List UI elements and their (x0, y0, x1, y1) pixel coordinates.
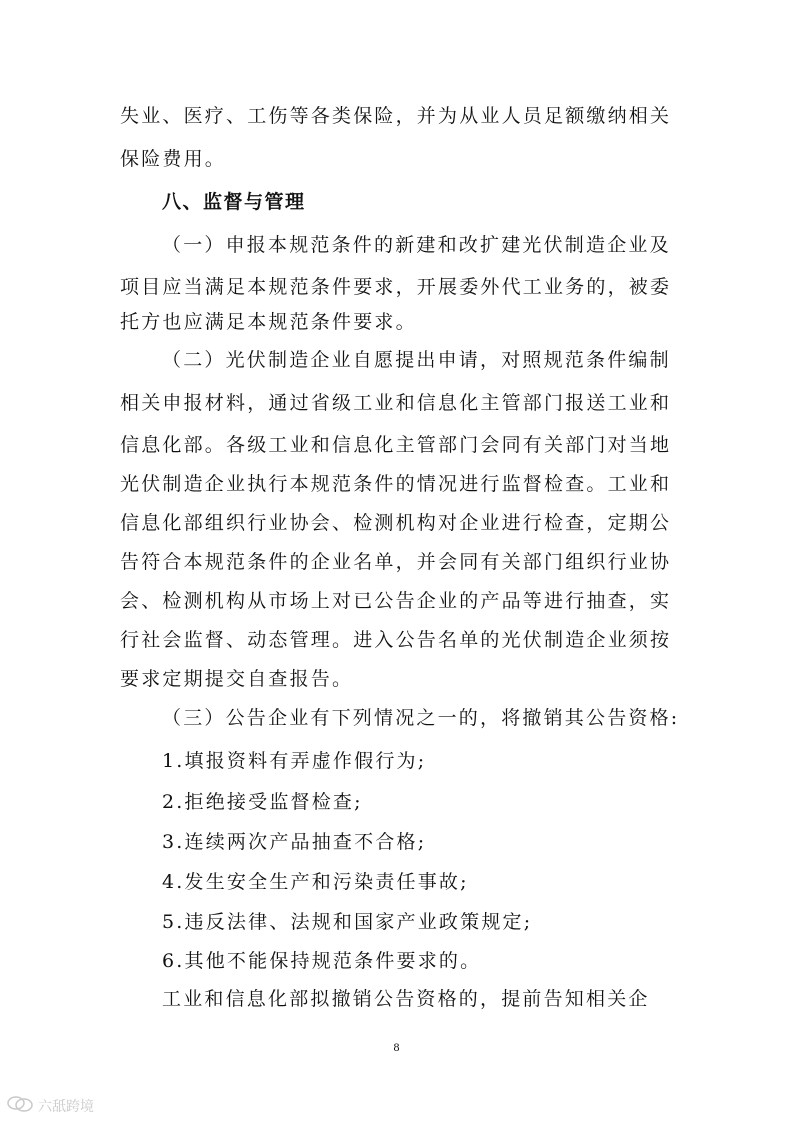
paragraph-line: 行社会监督、动态管理。进入公告名单的光伏制造企业须按 (120, 629, 672, 651)
paragraph-line: 会、检测机构从市场上对已公告企业的产品等进行抽查，实 (120, 590, 672, 612)
paragraph-line: 光伏制造企业执行本规范条件的情况进行监督检查。工业和 (120, 473, 672, 495)
list-item: 6.其他不能保持规范条件要求的。 (162, 950, 482, 972)
paragraph-line: （二）光伏制造企业自愿提出申请，对照规范条件编制 (162, 349, 671, 371)
list-item: 3.连续两次产品抽查不合格; (162, 831, 427, 853)
paragraph-line: 项目应当满足本规范条件要求，开展委外代工业务的，被委 (120, 276, 672, 298)
paragraph-line: 失业、医疗、工伤等各类保险，并为从业人员足额缴纳相关 (120, 105, 672, 127)
page-number: 8 (393, 1040, 400, 1054)
paragraph-line: 保险费用。 (120, 148, 227, 170)
watermark (6, 1094, 94, 1118)
list-item: 1.填报资料有弄虚作假行为; (162, 750, 427, 772)
section-heading: 八、监督与管理 (162, 191, 306, 213)
paragraph-line: 信息化部组织行业协会、检测机构对企业进行检查，定期公 (120, 512, 672, 534)
paragraph-line: 信息化部。各级工业和信息化主管部门会同有关部门对当地 (120, 434, 672, 456)
list-item: 5.违反法律、法规和国家产业政策规定; (162, 911, 533, 933)
paragraph-line: （三）公告企业有下列情况之一的，将撤销其公告资格: (162, 707, 680, 729)
paragraph-line: 告符合本规范条件的企业名单，并会同有关部门组织行业协 (120, 551, 672, 573)
list-item: 2.拒绝接受监督检查; (162, 791, 363, 813)
paragraph-line: 相关申报材料，通过省级工业和信息化主管部门报送工业和 (120, 392, 672, 414)
watermark-text: 六舐跨境 (38, 1099, 94, 1115)
paragraph-line: 托方也应满足本规范条件要求。 (120, 311, 417, 333)
paragraph-line: 工业和信息化部拟撤销公告资格的，提前告知相关企 (162, 988, 650, 1010)
paragraph-line: 要求定期提交自查报告。 (120, 668, 354, 690)
chat-bubble-icon (6, 1094, 38, 1118)
list-item: 4.发生安全生产和污染责任事故; (162, 871, 469, 893)
paragraph-line: （一）申报本规范条件的新建和改扩建光伏制造企业及 (162, 234, 671, 256)
